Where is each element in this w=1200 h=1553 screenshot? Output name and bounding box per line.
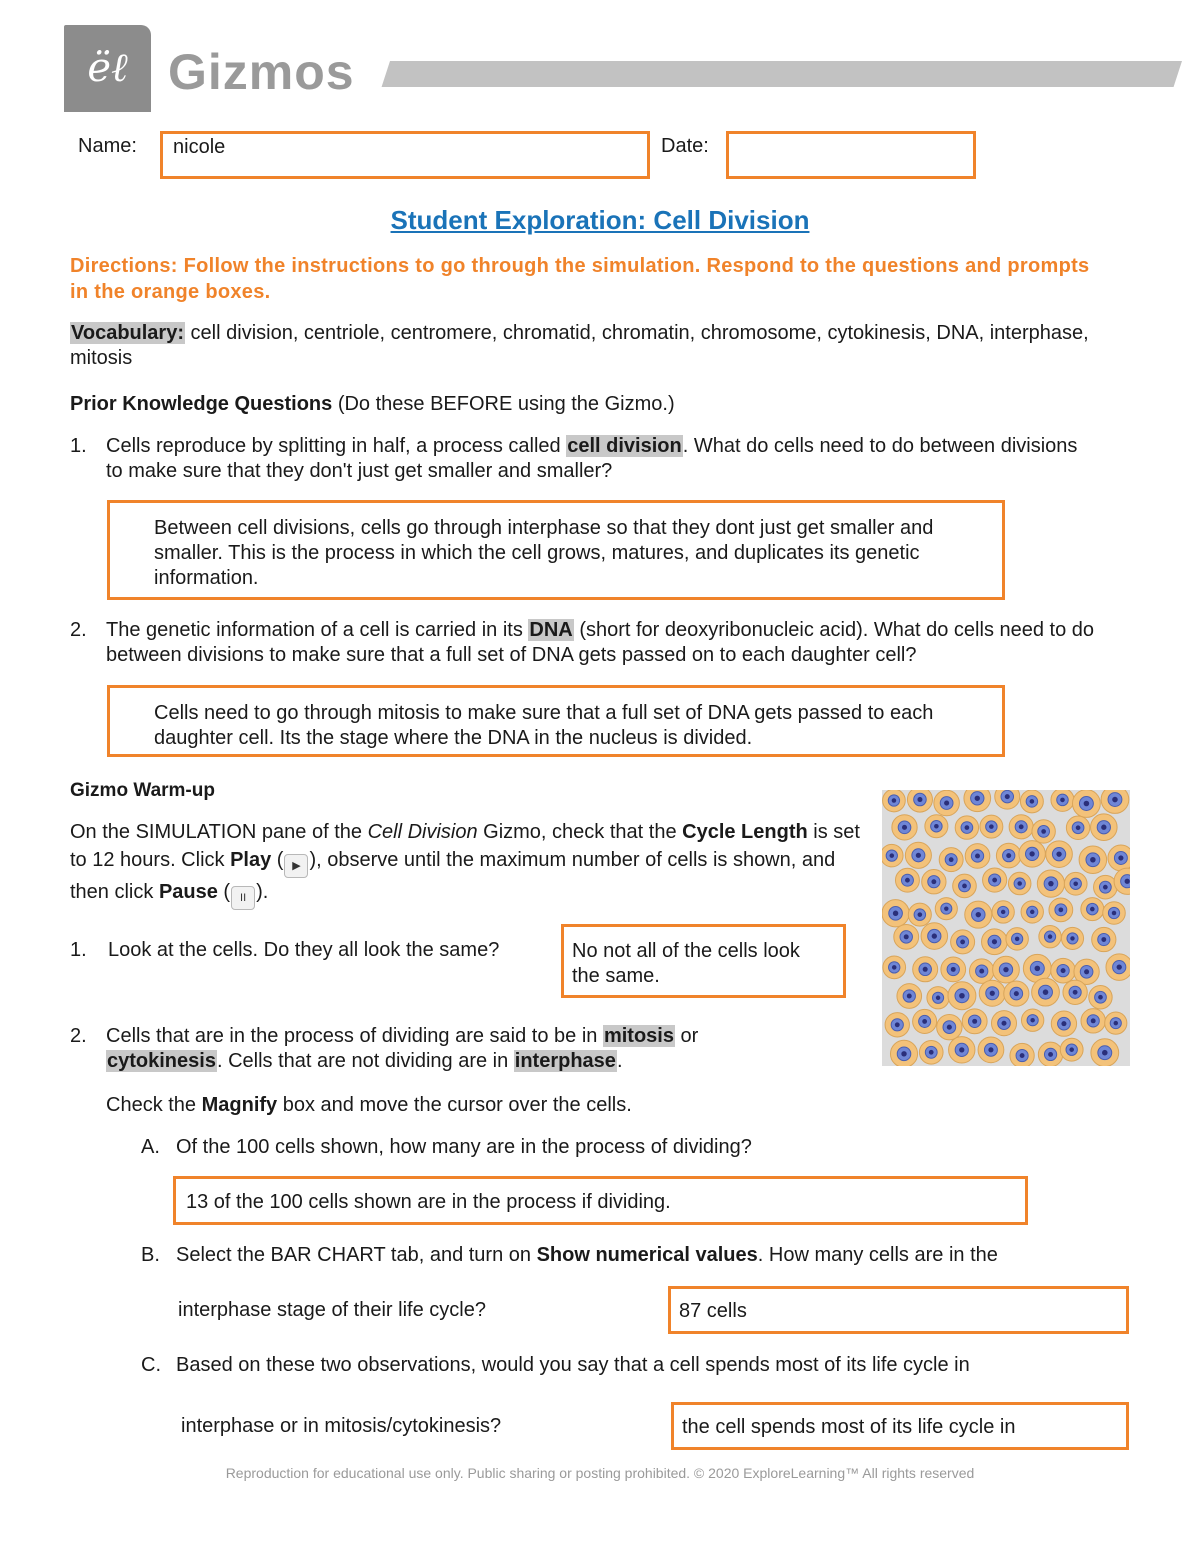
intro-play: Play [230, 849, 272, 871]
cell [978, 1037, 1004, 1063]
qb-letter: B. [141, 1244, 160, 1266]
cell [1051, 1011, 1076, 1036]
page-title: Student Exploration: Cell Division [390, 205, 810, 235]
cell [919, 1040, 943, 1064]
qa-letter: A. [141, 1136, 160, 1158]
intro-p3: is set to 12 hours. Click [70, 821, 860, 871]
qc-answer: the cell spends most of its life cycle in [682, 1416, 1016, 1438]
qc-text: Based on these two observations, would you say that a cell spends most of its life cycle in [176, 1354, 970, 1376]
qb-p1: Select the BAR CHART tab, and turn on [176, 1244, 537, 1266]
prior-q1-answer-box[interactable] [107, 500, 1005, 600]
prior-q2-post: (short for deoxyribonucleic acid). What do cells need to do between divisions to make sure that a full set of DNA gets passed on to each daughter cell? [106, 619, 1095, 666]
pause-icon: II [231, 886, 255, 910]
cell [1020, 790, 1043, 813]
term-cytokinesis: cytokinesis [107, 1050, 216, 1072]
cell [980, 815, 1003, 838]
cell-simulation-image [882, 790, 1130, 1066]
cell [907, 790, 932, 812]
cell [955, 816, 978, 839]
qb-line2: interphase stage of their life cycle? [178, 1299, 486, 1321]
prior-heading-text: Prior Knowledge Questions [70, 393, 333, 415]
cell [892, 815, 917, 840]
cell [991, 1011, 1016, 1036]
cell [1092, 927, 1116, 951]
prior-q2-answer: Cells need to go through mitosis to make sure that a full set of DNA gets passed to each daughter cell. Its the stage where the DNA in the nucleus is divided. [154, 702, 934, 749]
cell [921, 923, 948, 950]
name-label: Name: [78, 135, 137, 157]
cell [883, 956, 906, 979]
date-field[interactable] [726, 131, 976, 179]
warmup-q1-text: Look at the cells. Do they all look the same? [108, 939, 500, 961]
qb-answer-box[interactable] [668, 1286, 1129, 1334]
cell [922, 870, 946, 894]
cell [962, 1009, 987, 1034]
cell [1010, 1043, 1034, 1066]
cell [1106, 954, 1130, 981]
cell [913, 957, 938, 982]
cell [1051, 958, 1076, 983]
cell [1072, 790, 1100, 817]
prior-q2-pre: The genetic information of a cell is carried in its [106, 619, 529, 641]
cell [927, 987, 949, 1009]
cell [964, 790, 991, 812]
cell [908, 903, 931, 926]
cell [996, 843, 1021, 868]
cell [965, 901, 992, 928]
cell [937, 1014, 962, 1039]
term-mitosis: mitosis [603, 1025, 674, 1047]
qc-line2: interphase or in mitosis/cytokinesis? [181, 1415, 502, 1437]
intro-p6: ( [217, 881, 231, 903]
warmup-heading: Gizmo Warm-up [70, 780, 215, 801]
cell [883, 790, 906, 812]
vocabulary [70, 321, 1130, 371]
cell [949, 1037, 975, 1063]
cell [1081, 1009, 1105, 1033]
footer-copyright: Reproduction for educational use only. Public sharing or posting prohibited. © 2020 ExploreLearning™ All rights reserved [225, 1465, 975, 1481]
q2-p3: . Cells that are not dividing are in [216, 1050, 514, 1072]
cell [934, 790, 960, 816]
explorelearning-logo: ëℓ [87, 45, 128, 91]
cell [948, 982, 976, 1010]
qa-answer-box[interactable] [173, 1176, 1028, 1225]
intro-gizmo-name: Cell Division [367, 821, 478, 843]
intro-pause: Pause [158, 881, 218, 903]
cell [1009, 815, 1033, 839]
cell [1089, 986, 1112, 1009]
qb-p2: . How many cells are in the [757, 1244, 998, 1266]
q2-p1: Cells that are in the process of dividing are said to be in [106, 1025, 603, 1047]
prior-knowledge-heading [70, 392, 1130, 417]
cell [885, 1013, 909, 1037]
cell [1039, 925, 1061, 947]
cell [890, 1040, 917, 1066]
qb-text [176, 1243, 998, 1268]
cells-illustration [882, 790, 1130, 1066]
intro-p2: Gizmo, check that the [477, 821, 683, 843]
cell [1103, 902, 1126, 925]
cell [894, 924, 919, 949]
cell [897, 984, 922, 1009]
cell [882, 900, 909, 927]
cell [905, 842, 931, 868]
cell [939, 848, 963, 872]
warmup-intro [70, 818, 860, 910]
intro-p4: ( [271, 849, 284, 871]
cell [983, 868, 1007, 892]
cell [1081, 898, 1104, 921]
cell [1108, 845, 1130, 871]
prior-q2-text [106, 618, 1126, 668]
brand-name: Gizmos [168, 44, 355, 100]
warmup-q1-number: 1. [70, 939, 87, 961]
intro-p7: ). [256, 881, 269, 903]
cell [935, 898, 957, 920]
cell [992, 901, 1014, 923]
cell [969, 959, 993, 983]
warmup-q2-text [106, 1024, 806, 1074]
directions: Directions: Follow the instructions to go through the simulation. Respond to the questions and prompts in the orange boxes. [70, 255, 1090, 303]
cell [1101, 790, 1129, 813]
cell [995, 790, 1020, 809]
warmup-q1-answer: No not all of the cells look the same. [572, 940, 800, 987]
term-dna: DNA [529, 619, 573, 641]
cell [979, 980, 1005, 1006]
header-bar [382, 61, 1182, 87]
prior-q1-number: 1. [70, 435, 87, 457]
name-value: nicole [173, 136, 226, 158]
term-cell-division: cell division [567, 435, 682, 457]
cell [1037, 870, 1064, 897]
qc-letter: C. [141, 1354, 161, 1376]
cell [1006, 928, 1028, 950]
prior-q1-text [106, 434, 1096, 484]
cell [1105, 1012, 1127, 1034]
cell [1008, 872, 1031, 895]
show-numerical-values: Show numerical values [536, 1244, 758, 1266]
cell [882, 844, 903, 867]
cell [925, 815, 948, 838]
name-field[interactable] [160, 131, 650, 179]
cell [1091, 1039, 1119, 1066]
cell [982, 929, 1008, 955]
vocabulary-text: cell division, centriole, centromere, chromatid, chromatin, chromosome, cytokinesis, DNA, interphase, mitosis [70, 322, 1089, 369]
qc-answer-box[interactable] [671, 1402, 1129, 1450]
play-icon: ▶ [284, 854, 308, 878]
intro-p1: On the SIMULATION pane of the [70, 821, 368, 843]
vocabulary-label: Vocabulary: [71, 322, 184, 344]
prior-heading-note: (Do these BEFORE using the Gizmo.) [332, 393, 675, 415]
magnify-p2: box and move the cursor over the cells. [277, 1094, 632, 1116]
cell [1061, 927, 1083, 949]
cell [1091, 814, 1118, 841]
cell [1032, 978, 1060, 1006]
cell [993, 956, 1020, 983]
magnify-instruction [106, 1093, 632, 1118]
prior-q2-number: 2. [70, 619, 87, 641]
cell [913, 1009, 937, 1033]
cell [951, 930, 975, 954]
q2-p2: or [674, 1025, 699, 1047]
q2-p4: . [616, 1050, 623, 1072]
warmup-q1-answer-box[interactable] [561, 924, 846, 998]
cell [1060, 1038, 1083, 1061]
date-label: Date: [661, 135, 709, 157]
cell [1019, 841, 1045, 867]
cell [1064, 872, 1087, 895]
cell [1038, 1042, 1062, 1066]
magnify-p1: Check the [106, 1094, 202, 1116]
cell [1051, 790, 1074, 811]
qa-text: Of the 100 cells shown, how many are in the process of dividing? [176, 1136, 752, 1158]
cell [1021, 1009, 1043, 1031]
intro-p5: ), observe until the maximum number of cells is shown, and then click [70, 849, 836, 903]
cell [1066, 816, 1089, 839]
prior-q1-post: . What do cells need to do between divisions to make sure that they don't just get smaller and smaller? [106, 435, 1078, 482]
cell [1063, 980, 1087, 1004]
cell [1046, 841, 1073, 868]
cell [965, 844, 990, 869]
prior-q1-answer: Between cell divisions, cells go through interphase so that they dont just get smaller and smaller. This is the process in which the cell grows, matures, and duplicates its genetic information. [154, 517, 934, 589]
cell [1004, 981, 1029, 1006]
term-interphase: interphase [514, 1050, 616, 1072]
cell [1032, 820, 1055, 843]
intro-cycle-length: Cycle Length [682, 821, 808, 843]
qb-answer: 87 cells [679, 1300, 747, 1322]
magnify-term: Magnify [201, 1094, 278, 1116]
prior-q1-pre: Cells reproduce by splitting in half, a process called [106, 435, 567, 457]
warmup-q2-number: 2. [70, 1025, 87, 1047]
cell [953, 874, 977, 898]
cell [941, 957, 966, 982]
cell [1079, 846, 1107, 874]
prior-q2-answer-box[interactable] [107, 685, 1005, 757]
cell [1049, 898, 1073, 922]
qa-answer: 13 of the 100 cells shown are in the process if dividing. [186, 1191, 671, 1213]
cell [1094, 875, 1118, 899]
cell [895, 868, 919, 892]
cell [1021, 901, 1043, 923]
